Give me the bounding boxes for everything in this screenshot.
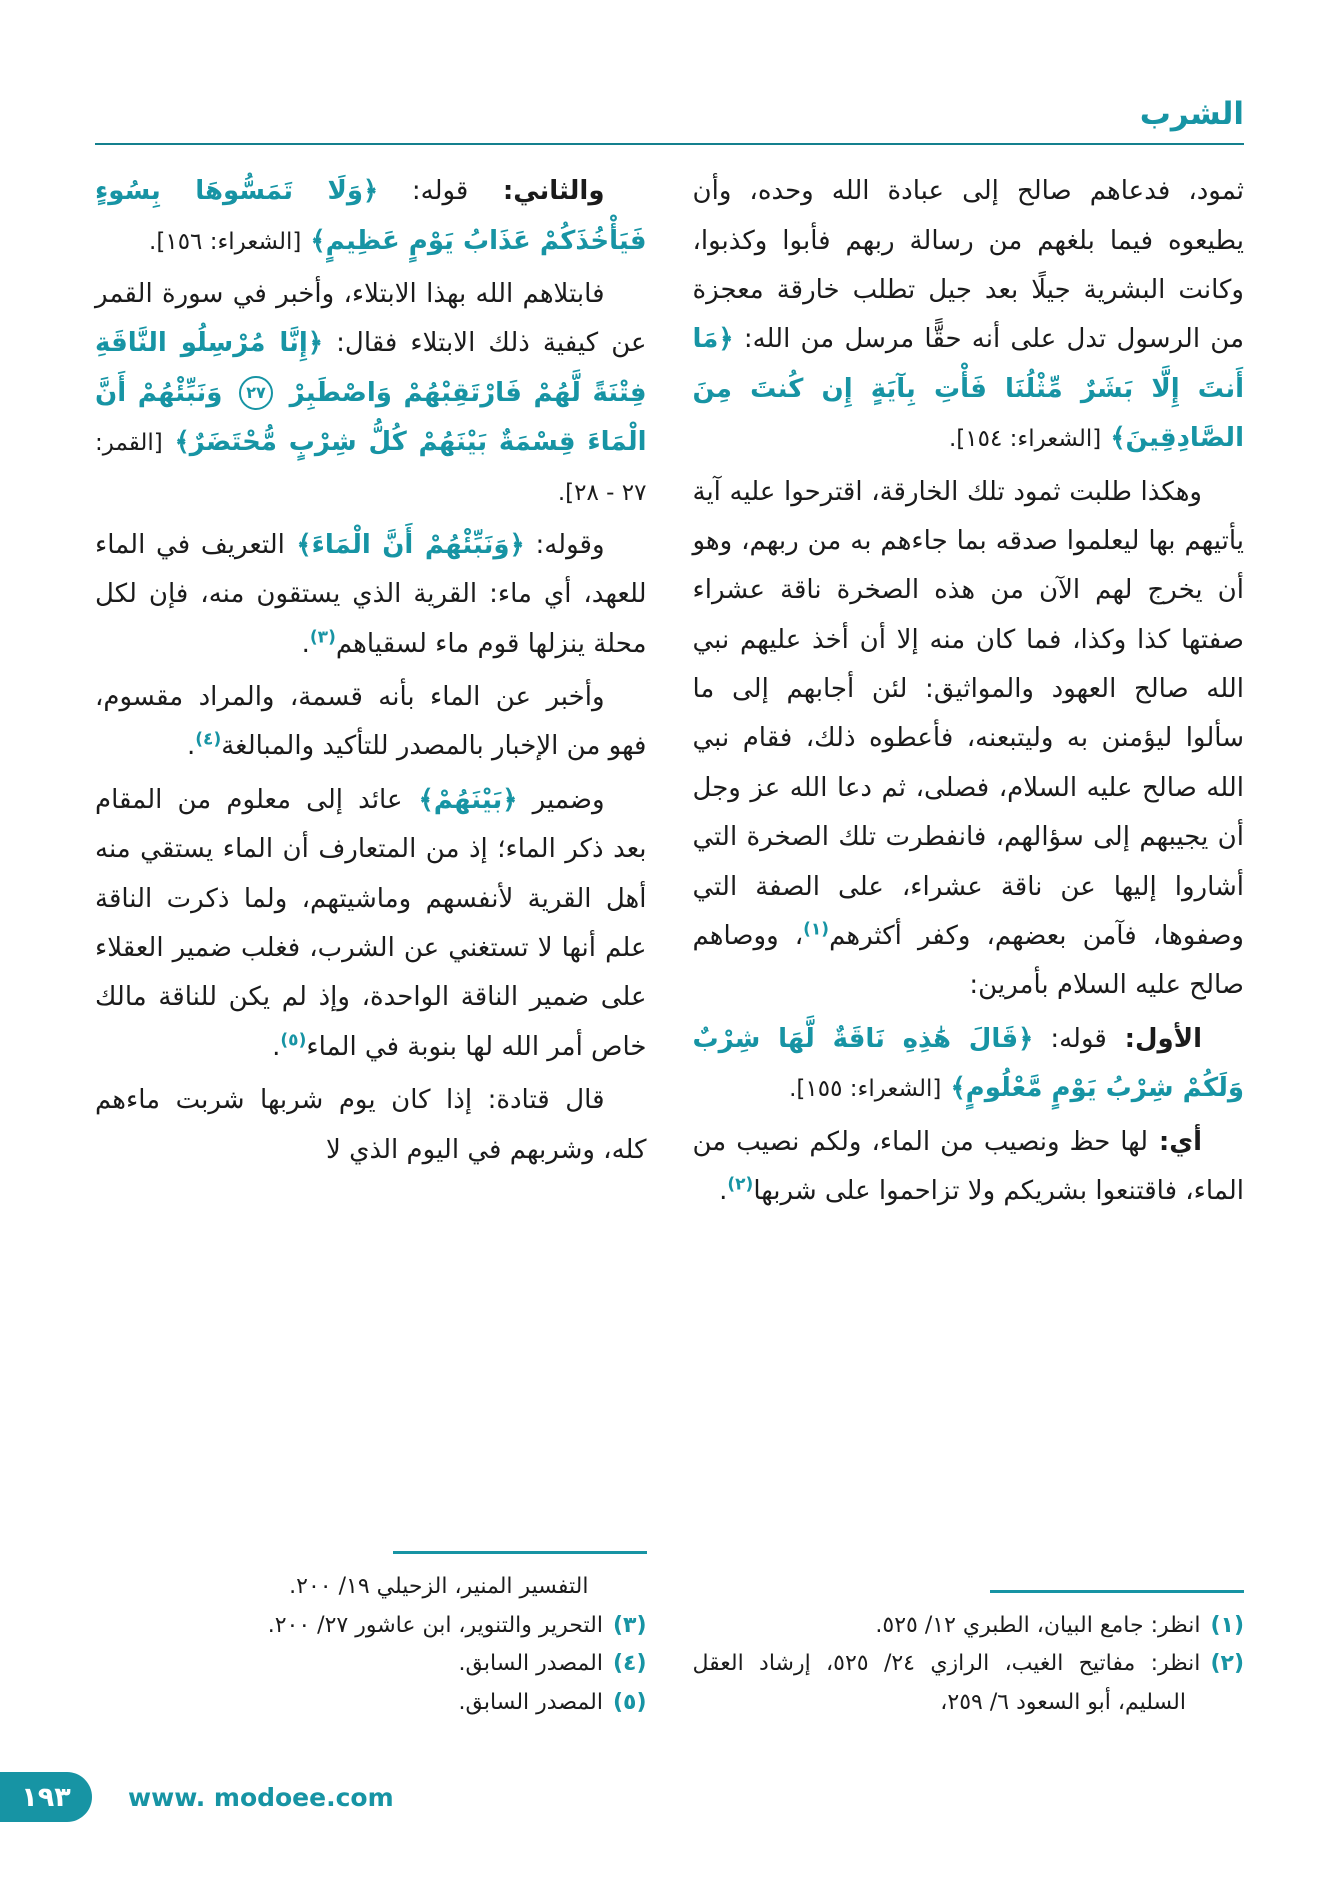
paragraph: [693, 1118, 1245, 1217]
footnote: [693, 1645, 1245, 1722]
paragraph: [95, 1076, 647, 1175]
paragraph: [95, 167, 647, 266]
paragraph: [95, 270, 647, 517]
verse-reference: [القمر: ٢٧ - ٢٨].: [95, 430, 647, 506]
footnote-text: المصدر السابق.: [458, 1651, 603, 1677]
footnote-number: (٢): [1210, 1651, 1244, 1677]
footnote: [95, 1568, 647, 1607]
quran-verse: ﴿وَنَبِّئْهُمْ أَنَّ الْمَاءَ﴾: [284, 529, 525, 560]
body-text: ثمود، فدعاهم صالح إلى عبادة الله وحده، وأن يطيعوه فيما بلغهم من رسالة ربهم فأبوا وكذبوا، وكانت البشرية جيلًا بعد جيل تطلب خارقة معجزة من الرسول تدل على أنه حقًّا مرسل من الله:: [692, 176, 1244, 355]
website-link[interactable]: www. modoee.com: [128, 1782, 394, 1812]
quran-verse: ﴿مَا أَنتَ إِلَّا بَشَرٌ مِّثْلُنَا فَأْتِ بِآيَةٍ إِن كُنتَ مِنَ الصَّادِقِينَ﴾: [692, 324, 1244, 454]
body-text: فابتلاهم الله بهذا الابتلاء، وأخبر في سورة القمر عن كيفية ذلك الابتلاء فقال:: [95, 278, 647, 359]
lead-in-text: والثاني:: [468, 176, 605, 207]
body-text: عائد إلى معلوم من المقام بعد ذكر الماء؛ إذ من المتعارف أن الماء يستقي منه أهل القرية لأنفسهم وماشيتهم، ولما ذكرت الناقة علم أنها لا تستغني عن الشرب، فغلب ضمير العقلاء على ضمير الناقة الواحدة، وإذ لم يكن للناقة مالك خاص أمر الله لها بنوبة في الماء: [95, 784, 647, 1062]
quran-verse: ﴿وَلَا تَمَسُّوهَا بِسُوءٍ فَيَأْخُذَكُمْ عَذَابُ يَوْمٍ عَظِيمٍ﴾: [95, 176, 647, 256]
lead-in-text: أي:: [1148, 1126, 1202, 1157]
paragraph: [95, 521, 647, 669]
column-left: [95, 167, 647, 1722]
body-text: .: [301, 628, 310, 659]
page-header: [95, 96, 1244, 145]
verse-reference: [الشعراء: ١٥٥].: [789, 1076, 942, 1103]
paragraph: [693, 468, 1245, 1011]
footnote-number: (١): [1210, 1612, 1244, 1638]
quran-verse: وَنَبِّئْهُمْ أَنَّ الْمَاءَ قِسْمَةٌ بَيْنَهُمْ كُلُّ شِرْبٍ مُّحْتَضَرٌ﴾: [95, 377, 647, 458]
header-rule: [95, 143, 1244, 145]
column-left-body: [95, 167, 647, 1179]
verse-reference: [الشعراء: ١٥٦].: [149, 228, 302, 255]
paragraph: [693, 167, 1245, 463]
footnote-text: انظر: جامع البيان، الطبري ١٢/ ٥٢٥.: [875, 1612, 1201, 1638]
body-text: .: [187, 731, 196, 762]
quran-verse: ﴿بَيْنَهُمْ﴾: [402, 784, 518, 815]
footnote-number: (٥): [612, 1689, 647, 1715]
footnote-marker: (٥): [280, 1030, 307, 1051]
footnote-text: التفسير المنير، الزحيلي ١٩/ ٢٠٠.: [289, 1574, 589, 1600]
column-right-body: [693, 167, 1245, 1220]
page-footer: [0, 1772, 1339, 1824]
paragraph: [693, 1015, 1245, 1114]
page-number: ١٩٣: [21, 1781, 71, 1813]
footnote-number: (٤): [612, 1651, 647, 1677]
body-text: .: [719, 1176, 728, 1206]
footnote-marker: (٢): [727, 1174, 754, 1195]
body-text: وأخبر عن الماء بأنه قسمة، والمراد مقسوم، فهو من الإخبار بالمصدر للتأكيد والمبالغة: [95, 682, 647, 762]
page-number-badge: [0, 1772, 92, 1822]
page-title: الشرب: [1139, 96, 1244, 132]
paragraph: [95, 776, 647, 1072]
quran-verse: ﴿قَالَ هَٰذِهِ نَاقَةٌ لَّهَا شِرْبٌ وَلَكُمْ شِرْبُ يَوْمٍ مَّعْلُومٍ﴾: [692, 1023, 1244, 1104]
body-text: وقوله:: [524, 529, 605, 560]
ayah-number: ٢٧: [239, 376, 273, 410]
footnote-number: (٣): [612, 1612, 647, 1638]
column-left-footnotes: [95, 1543, 647, 1722]
footnote-marker: (٤): [195, 729, 222, 750]
lead-in-text: الأول:: [1106, 1023, 1202, 1054]
body-text: لها حظ ونصيب من الماء، ولكم نصيب من الماء، فاقتنعوا بشريكم ولا تزاحموا على شربها: [692, 1126, 1244, 1206]
footnote-marker: (٣): [309, 627, 336, 648]
column-right-footnotes: [693, 1582, 1245, 1723]
two-column-body: [95, 167, 1244, 1722]
footnote: [95, 1645, 647, 1684]
verse-reference: [الشعراء: ١٥٤].: [948, 426, 1102, 453]
footnote: [95, 1607, 647, 1646]
footnote-separator: [393, 1551, 647, 1554]
body-text: التعريف في الماء للعهد، أي ماء: القرية الذي يستقون منه، فإن لكل محلة ينزلها قوم ماء لسقياهم: [95, 529, 647, 659]
footnote-marker: (١): [803, 919, 830, 940]
footnote-text: المصدر السابق.: [458, 1689, 603, 1715]
body-text: .: [272, 1031, 281, 1062]
footnote-text: التحرير والتنوير، ابن عاشور ٢٧/ ٢٠٠.: [267, 1612, 603, 1638]
footnote: [95, 1684, 647, 1723]
quran-verse: ﴿إِنَّا مُرْسِلُو النَّاقَةِ فِتْنَةً لَّهُمْ فَارْتَقِبْهُمْ وَاصْطَبِرْ: [95, 328, 647, 408]
body-text: قوله:: [378, 176, 469, 207]
footnote-separator: [990, 1590, 1244, 1593]
body-text: ، ووصاهم صالح عليه السلام بأمرين:: [692, 921, 1244, 1001]
body-text: قال قتادة: إذا كان يوم شربها شربت ماءهم كله، وشربهم في اليوم الذي لا: [95, 1085, 647, 1165]
body-text: وهكذا طلبت ثمود تلك الخارقة، اقترحوا عليه آية يأتيهم بها ليعلموا صدقه بما جاءهم به من ربهم، وهو أن يخرج لهم الآن من هذه الصخرة ناقة عشراء صفتها كذا وكذا، فما كان منه إلا أن أخذ عليهم نبي الله صالح العهود والمواثيق: لئن أجابهم إلى ما سألوا ليؤمنن به وليتبعنه، فأعطوه ذلك، فقام نبي الله صالح عليه السلام، فصلى، ثم دعا الله عز وجل أن يجيبهم إلى سؤالهم، فانفطرت تلك الصخرة التي أشاروا إليها عن ناقة عشراء، على الصفة التي وصفوها، فآمن بعضهم، وكفر أكثرهم: [692, 476, 1244, 952]
footnote-text: انظر: مفاتيح الغيب، الرازي ٢٤/ ٥٢٥، إرشاد العقل السليم، أبو السعود ٦/ ٢٥٩،: [692, 1651, 1201, 1715]
paragraph: [95, 673, 647, 772]
body-text: قوله:: [1033, 1023, 1107, 1054]
body-text: وضمير: [517, 784, 605, 815]
footnote: [693, 1607, 1245, 1646]
column-right: [693, 167, 1245, 1722]
